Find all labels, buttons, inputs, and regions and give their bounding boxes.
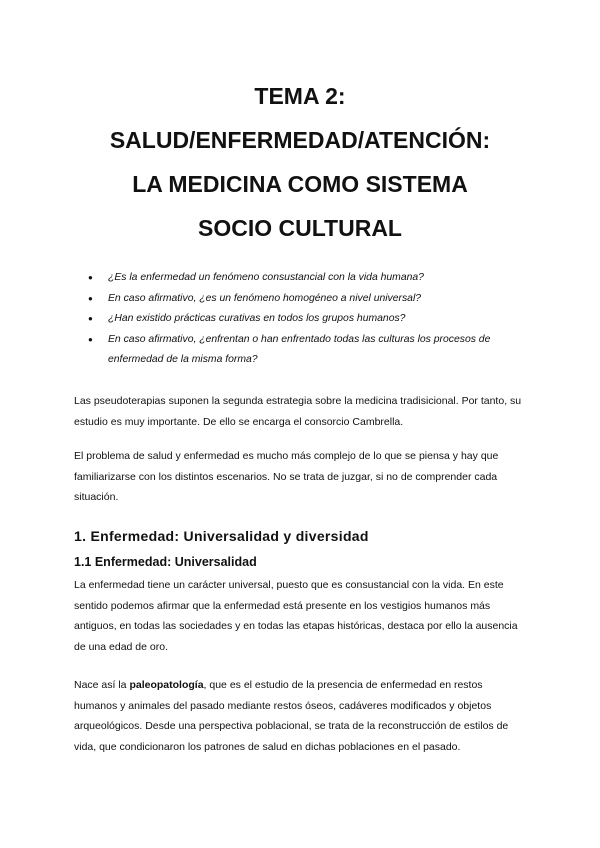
document-title: [60, 74, 540, 250]
subsection-heading: 1.1 Enfermedad: Universalidad: [74, 555, 257, 569]
title-line-3: LA MEDICINA COMO SISTEMA: [132, 171, 468, 197]
bold-term: paleopatología: [129, 679, 204, 691]
paragraph-paleopatologia: [74, 675, 526, 757]
paragraph-universalidad: La enfermedad tiene un carácter universal, puesto que es consustancial con la vida. En este sentido podemos afirmar que la enfermedad está presente en los vestigios humanos más antiguos, en todas las sociedades y en todas las etapas históricas, destaca por ello la ausencia de una edad de oro.: [74, 579, 518, 653]
title-line-2: SALUD/ENFERMEDAD/ATENCIÓN:: [109, 127, 491, 153]
section-heading: 1. Enfermedad: Universalidad y diversidad: [74, 528, 369, 544]
paragraph-problema-salud: El problema de salud y enfermedad es mucho más complejo de lo que se piensa y hay que familiarizarse con los distintos escenarios. No se trata de juzgar, si no de comprender cada situación.: [74, 450, 499, 503]
question-item: ● En caso afirmativo, ¿enfrentan o han enfrentado todas las culturas los procesos de enfermedad de la misma forma?: [88, 330, 528, 371]
paragraph-text: Nace así la: [74, 679, 130, 691]
title-line-1: TEMA 2:: [254, 83, 346, 109]
question-item: ● ¿Es la enfermedad un fenómeno consustancial con la vida humana?: [88, 268, 528, 289]
paragraph-text: , que es el estudio de la presencia de enfermedad en restos humanos y animales del pasado mediante restos óseos, cadáveres modificados y objetos arqueológicos. Desde una perspectiva poblacional, se trata de la reconstrucción de estilos de vida, que condicionaron los patrones de salud en dichas poblaciones en el pasado.: [74, 679, 509, 753]
title-line-4: SOCIO CULTURAL: [197, 215, 402, 241]
question-item: ● ¿Han existido prácticas curativas en todos los grupos humanos?: [88, 309, 528, 330]
paragraph-pseudoterapias: Las pseudoterapias suponen la segunda estrategia sobre la medicina tradisicional. Por tanto, su estudio es muy importante. De ello se encarga el consorcio Cambrella.: [74, 395, 522, 428]
question-item: ● En caso afirmativo, ¿es un fenómeno homogéneo a nivel universal?: [88, 289, 528, 310]
question-list: [88, 268, 528, 371]
